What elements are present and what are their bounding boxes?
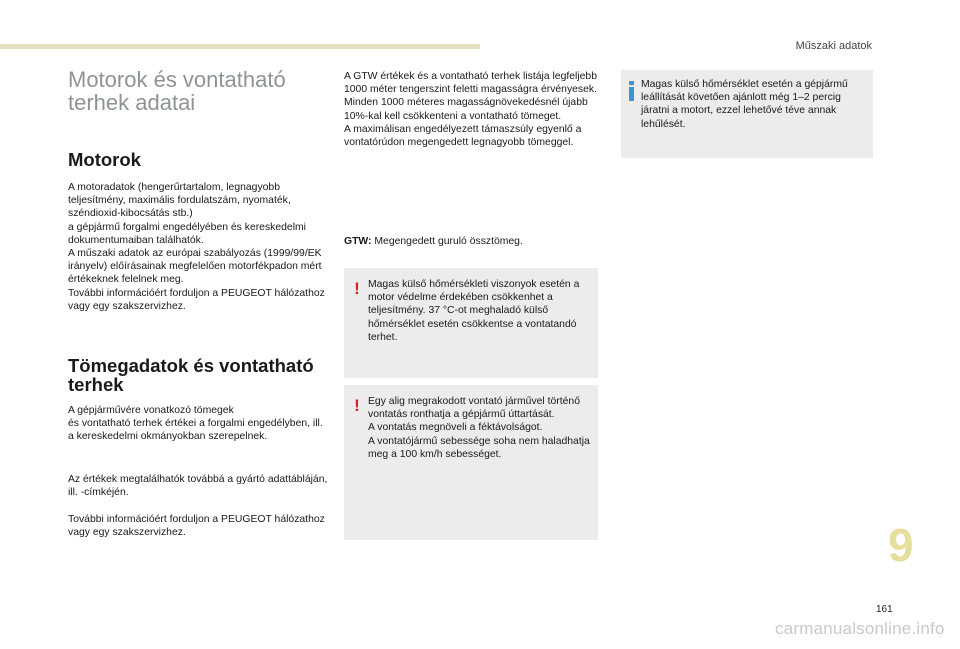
engines-body: A motoradatok (hengerűrtartalom, legnagyobb teljesítmény, maximális fordulatszám, nyomaték, széndioxid-kibocsátás stb.) a gépjármű forgalmi engedélyében és kereskedelmi dokumentumaiban találhatók. A műszaki adatok az európai szabályozás (1999/99/EK irányelv) előírásainak megfelelően motorfékpadon mért értékeknek felelnek meg. További információért forduljon a PEUGEOT hálózathoz vagy egy szakszervizhez. bbox=[68, 182, 325, 312]
header-accent-bar bbox=[0, 44, 480, 49]
gtw-definition bbox=[344, 235, 604, 248]
weights-heading: Tömegadatok és vontatható terhek bbox=[68, 355, 314, 395]
page-title: Motorok és vontatható terhek adatai bbox=[68, 67, 286, 115]
weights-para-1: A gépjárművére vonatkozó tömegek és vontatható terhek értékei a forgalmi engedélyben, ill. a kereskedelmi okmányokban szerepelnek. bbox=[68, 405, 323, 443]
warning-icon: ! bbox=[354, 396, 360, 415]
warning-box-2 bbox=[344, 385, 598, 540]
engines-heading: Motorok bbox=[68, 149, 141, 170]
warning-text-1: Magas külső hőmérsékleti viszonyok esetén a motor védelme érdekében csökkenhet a teljesítmény. 37 °C-ot meghaladó külső hőmérséklet esetén csökkentse a vontatandó terhet. bbox=[368, 279, 580, 343]
weights-para-3: További információért forduljon a PEUGEOT hálózathoz vagy egy szakszervizhez. bbox=[68, 514, 325, 539]
gtw-definition-text: Megengedett guruló össztömeg. bbox=[371, 236, 523, 247]
gtw-body: A GTW értékek és a vontatható terhek listája legfeljebb 1000 méter tengerszint feletti magasságra érvényesek. Minden 1000 méteres magasságnövekedésnél újabb 10%-kal kell csökkenteni a vontatható tömeget. A maximálisan engedélyezett támaszsúly egyenlő a vontatórúdon megengedett legnagyobb tömeggel. bbox=[344, 71, 597, 149]
warning-icon: ! bbox=[354, 279, 360, 298]
info-icon bbox=[629, 81, 634, 101]
warning-box-1 bbox=[344, 268, 598, 378]
watermark: carmanualsonline.info bbox=[775, 619, 945, 638]
info-text: Magas külső hőmérséklet esetén a gépjármű leállítását követően ajánlott még 1–2 percig járatni a motort, ezzel lehetővé téve annak lehűlését. bbox=[641, 79, 848, 130]
gtw-term: GTW: bbox=[344, 236, 372, 247]
weights-para-2: Az értékek megtalálhatók továbbá a gyártó adattábláján, ill. -címkéjén. bbox=[68, 474, 328, 499]
chapter-number: 9 bbox=[888, 519, 914, 571]
info-box bbox=[621, 70, 873, 158]
section-name: Műszaki adatok bbox=[795, 40, 872, 52]
warning-text-2: Egy alig megrakodott vontató járművel történő vontatás ronthatja a gépjármű úttartását. A vontatás megnöveli a féktávolságot. A vontatójármű sebessége soha nem haladhatja meg a 100 km/h sebességet. bbox=[368, 396, 590, 460]
page-number: 161 bbox=[876, 604, 893, 615]
